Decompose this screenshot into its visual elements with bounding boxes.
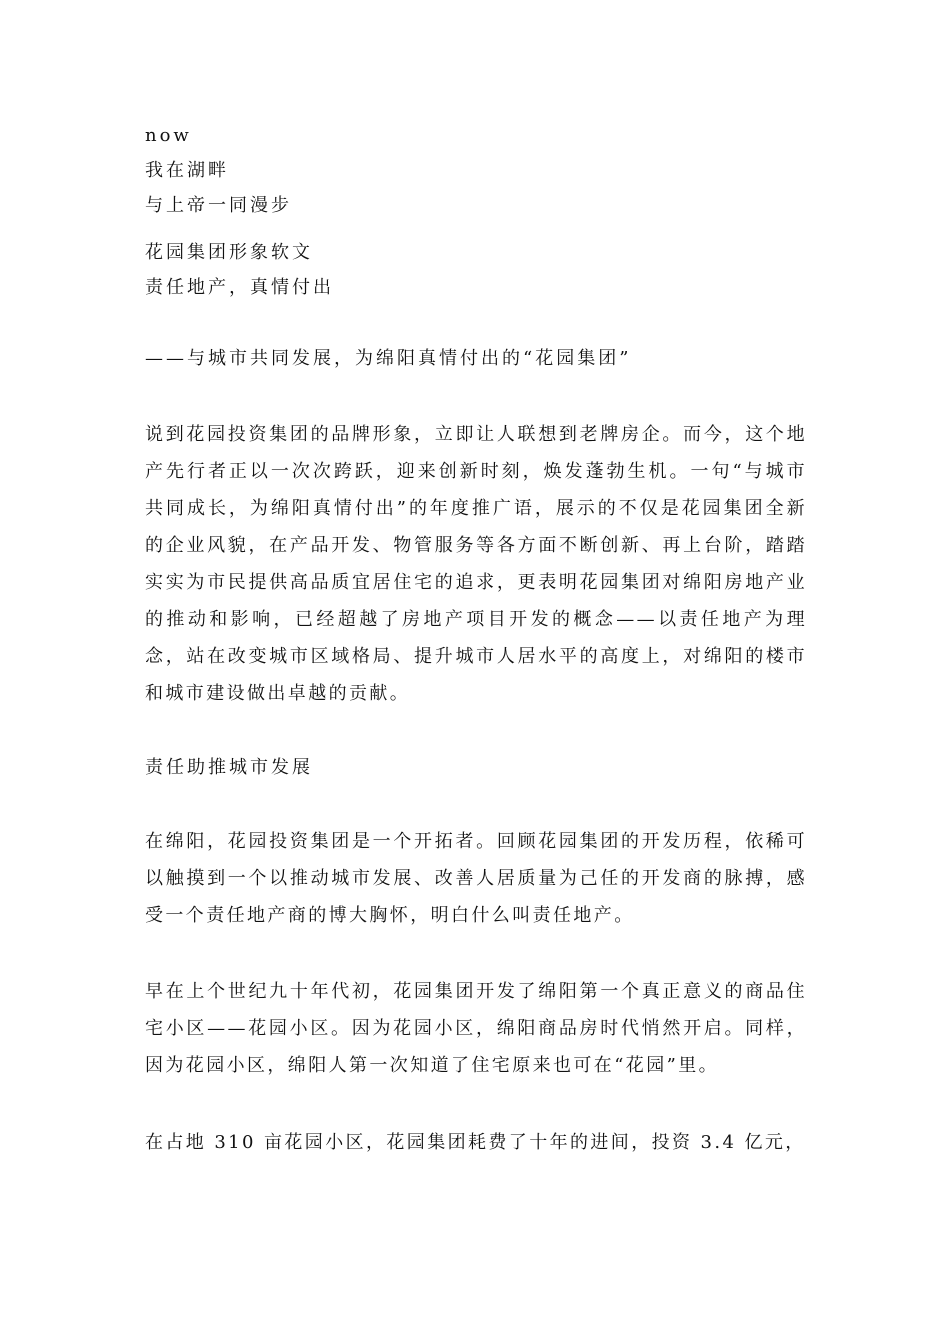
- article-title: 花园集团形象软文: [145, 242, 313, 263]
- paragraph-investment: 在占地 310 亩花园小区，花园集团耗费了十年的进间，投资 3.4 亿元，: [145, 1132, 806, 1153]
- paragraph-huayuan-community: 早在上个世纪九十年代初，花园集团开发了绵阳第一个真正意义的商品住宅小区——花园小区。因为花园小区，绵阳商品房时代悄然开启。同样，因为花园小区，绵阳人第一次知道了住宅原来也可在“花园”里。: [145, 981, 807, 1076]
- header-line-2: 与上帝一同漫步: [145, 195, 292, 216]
- document-page: [145, 118, 807, 1161]
- paragraph-pioneer: 在绵阳，花园投资集团是一个开拓者。回顾花园集团的开发历程，依稀可以触摸到一个以推动城市发展、改善人居质量为己任的开发商的脉搏，感受一个责任地产商的博大胸怀，明白什么叫责任地产。: [145, 831, 807, 926]
- section-heading: 责任助推城市发展: [145, 757, 313, 778]
- article-subtitle: 责任地产，真情付出: [145, 277, 334, 298]
- header-line-1: 我在湖畔: [145, 160, 229, 181]
- header-word: now: [145, 125, 192, 146]
- article-tagline: ——与城市共同发展，为绵阳真情付出的“花园集团”: [145, 348, 632, 369]
- paragraph-brand-image: 说到花园投资集团的品牌形象，立即让人联想到老牌房企。而今，这个地产先行者正以一次次跨跃，迎来创新时刻，焕发蓬勃生机。一句“与城市共同成长，为绵阳真情付出”的年度推广语，展示的不仅是花园集团全新的企业风貌，在产品开发、物管服务等各方面不断创新、再上台阶，踏踏实实为市民提供高品质宜居住宅的追求，更表明花园集团对绵阳房地产业的推动和影响，已经超越了房地产项目开发的概念——以责任地产为理念，站在改变城市区域格局、提升城市人居水平的高度上，对绵阳的楼市和城市建设做出卓越的贡献。: [145, 424, 807, 704]
